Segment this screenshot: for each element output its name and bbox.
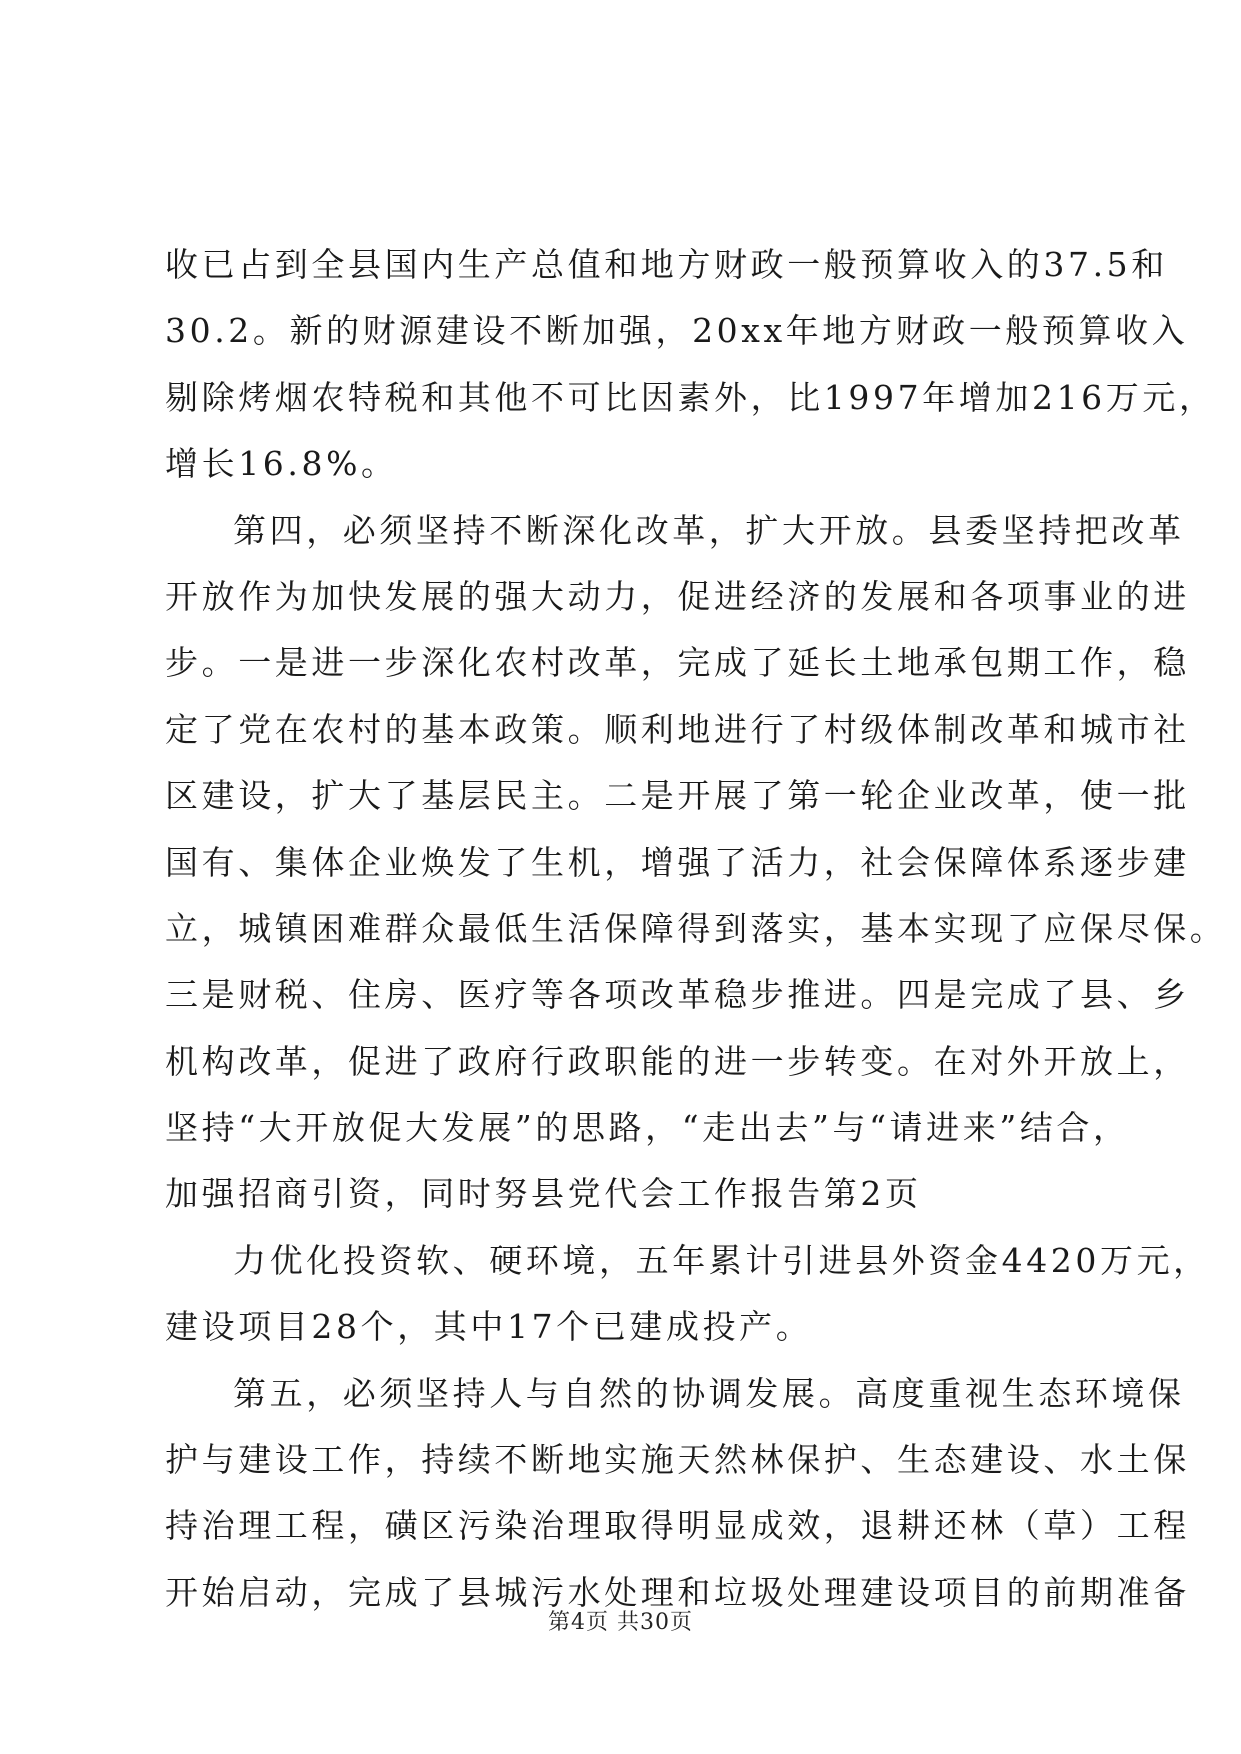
text-line: 护与建设工作，持续不断地实施天然林保护、生态建设、水土保 [165, 1440, 1190, 1480]
text-line: 收已占到全县国内生产总值和地方财政一般预算收入的37.5和 [165, 245, 1168, 284]
text-line: 机构改革，促进了政府行政职能的进一步转变。在对外开放上， [165, 1041, 1190, 1081]
text-line: 步。一是进一步深化农村改革，完成了延长土地承包期工作，稳 [165, 643, 1190, 683]
text-line: 坚持“大开放促大发展”的思路，“走出去”与“请进来”结合， [165, 1108, 1130, 1148]
text-line: 定了党在农村的基本政策。顺利地进行了村级体制改革和城市社 [165, 709, 1190, 749]
text-line: 增长16.8%。 [165, 444, 398, 484]
text-line: 开始启动，完成了县城污水处理和垃圾处理建设项目的前期准备 [165, 1572, 1190, 1612]
text-line: 30.2。新的财源建设不断加强，20xx年地方财政一般预算收入 [165, 311, 1189, 351]
page-footer [0, 1605, 1241, 1636]
text-line: 加强招商引资，同时努县党代会工作报告第2页 [165, 1174, 922, 1214]
body-text [165, 232, 1227, 1626]
text-line: 建设项目28个，其中17个已建成投产。 [165, 1307, 813, 1347]
text-line: 剔除烤烟农特税和其他不可比因素外，比1997年增加216万元， [165, 377, 1216, 417]
text-line: 持治理工程，磺区污染治理取得明显成效，退耕还林（草）工程 [165, 1506, 1190, 1546]
text-line: 三是财税、住房、医疗等各项改革稳步推进。四是完成了县、乡 [165, 975, 1190, 1015]
text-line: 国有、集体企业焕发了生机，增强了活力，社会保障体系逐步建 [165, 842, 1190, 882]
text-line: 区建设，扩大了基层民主。二是开展了第一轮企业改革，使一批 [165, 776, 1190, 816]
paragraph-start-line: 第五，必须坚持人与自然的协调发展。高度重视生态环境保 [233, 1373, 1185, 1413]
page-number-label: 第4页 共30页 [548, 1610, 693, 1635]
paragraph-start-line: 力优化投资软、硬环境，五年累计引进县外资金4420万元， [233, 1240, 1210, 1280]
text-line: 开放作为加快发展的强大动力，促进经济的发展和各项事业的进 [165, 576, 1190, 616]
text-line: 立，城镇困难群众最低生活保障得到落实，基本实现了应保尽保。 [165, 908, 1227, 948]
paragraph-start-line: 第四，必须坚持不断深化改革，扩大开放。县委坚持把改革 [233, 510, 1185, 550]
